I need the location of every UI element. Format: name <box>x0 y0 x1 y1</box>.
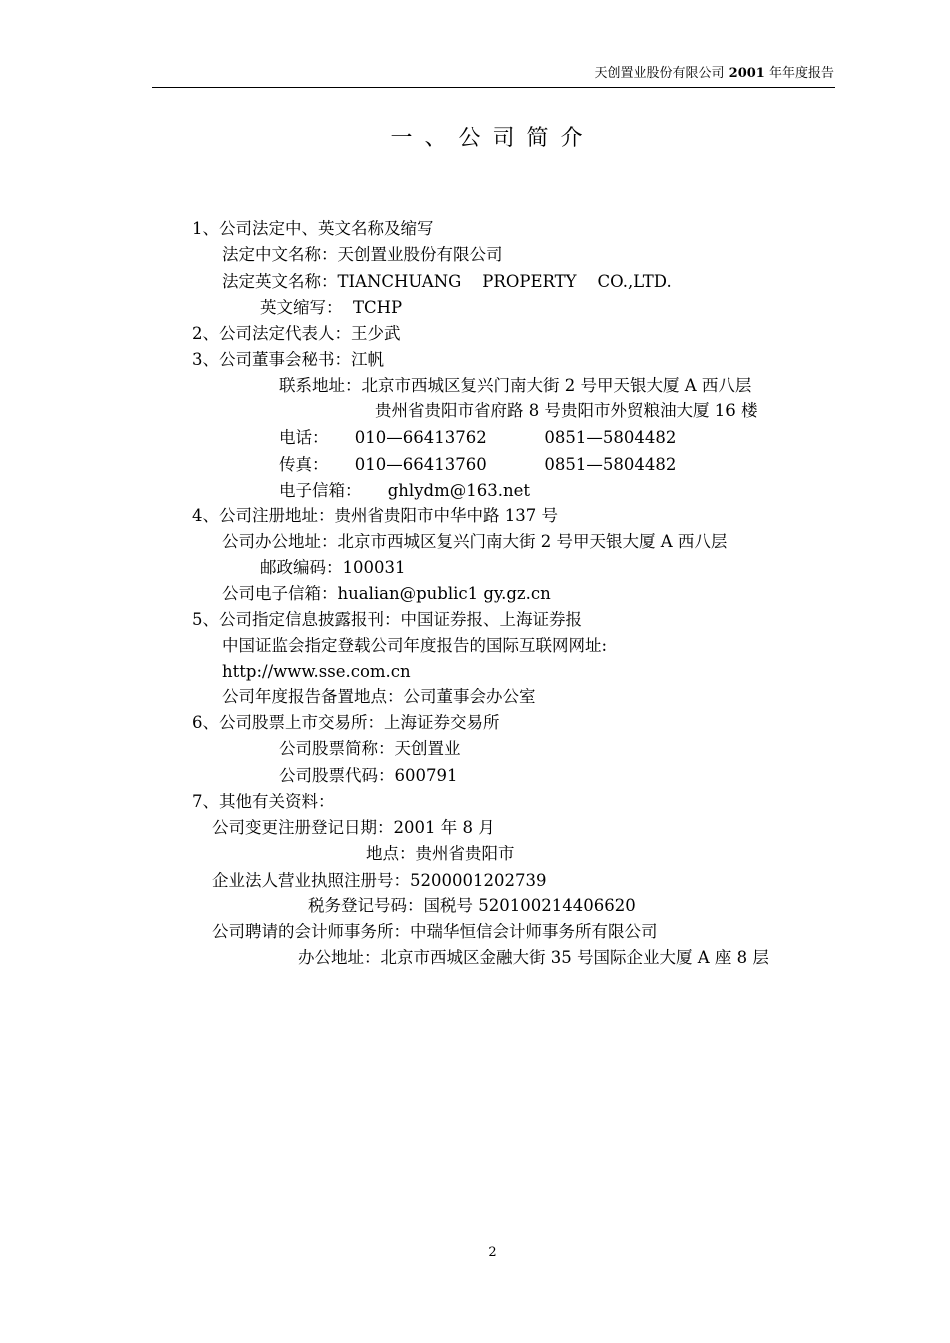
item-1-heading: 1、公司法定中、英文名称及缩写 <box>192 219 434 238</box>
item-5-disclosure-papers: 5、公司指定信息披露报刊：中国证券报、上海证券报 <box>192 610 582 629</box>
fax-line: 传真： 010—66413760 0851—5804482 <box>279 455 677 474</box>
registration-change-date-line: 公司变更注册登记日期：2001 年 8 月 <box>212 818 495 837</box>
item-3-board-secretary: 3、公司董事会秘书：江帆 <box>192 350 384 369</box>
header-company: 天创置业股份有限公司 <box>594 66 729 81</box>
tax-registration-line: 税务登记号码：国税号 520100214406620 <box>308 896 636 915</box>
item-6-stock-exchange: 6、公司股票上市交易所：上海证券交易所 <box>192 713 500 732</box>
contact-address-line: 联系地址：北京市西城区复兴门南大街 2 号甲天银大厦 A 西八层 <box>279 376 752 395</box>
csrc-website-label: 中国证监会指定登载公司年度报告的国际互联网网址: <box>222 636 608 655</box>
chinese-name-line: 法定中文名称：天创置业股份有限公司 <box>222 245 503 264</box>
office-address-line: 公司办公地址：北京市西城区复兴门南大街 2 号甲天银大厦 A 西八层 <box>222 532 728 551</box>
page-number: 2 <box>488 1245 497 1260</box>
section-title: 一、公司简介 <box>390 126 595 151</box>
item-2-legal-rep: 2、公司法定代表人：王少武 <box>192 324 401 343</box>
item-7-other-info: 7、其他有关资料： <box>192 792 335 811</box>
phone-line: 电话： 010—66413762 0851—5804482 <box>279 428 677 447</box>
running-header <box>152 64 834 84</box>
contact-address-line-2: 贵州省贵阳市省府路 8 号贵阳市外贸粮油大厦 16 楼 <box>375 401 758 420</box>
header-suffix: 年年度报告 <box>764 66 834 81</box>
postal-code-line: 邮政编码：100031 <box>260 558 406 577</box>
item-4-registered-address: 4、公司注册地址：贵州省贵阳市中华中路 137 号 <box>192 506 558 525</box>
accounting-firm-line: 公司聘请的会计师事务所：中瑞华恒信会计师事务所有限公司 <box>212 922 658 941</box>
header-rule <box>152 87 835 88</box>
stock-code-line: 公司股票代码：600791 <box>279 766 458 785</box>
accounting-firm-address-line: 办公地址：北京市西城区金融大街 35 号国际企业大厦 A 座 8 层 <box>298 948 769 967</box>
website-url: http://www.sse.com.cn <box>222 662 411 681</box>
registration-place-line: 地点：贵州省贵阳市 <box>366 844 515 863</box>
english-name-line: 法定英文名称：TIANCHUANG PROPERTY CO.,LTD. <box>222 272 672 291</box>
secretary-email-line: 电子信箱： ghlydm@163.net <box>279 481 530 500</box>
business-license-line: 企业法人营业执照注册号：5200001202739 <box>212 871 547 890</box>
stock-name-line: 公司股票简称：天创置业 <box>279 739 461 758</box>
report-location-line: 公司年度报告备置地点：公司董事会办公室 <box>222 687 536 706</box>
company-email-line: 公司电子信箱：hualian@public1 gy.gz.cn <box>222 584 551 603</box>
english-abbr-line: 英文缩写： TCHP <box>260 298 403 317</box>
header-year: 2001 <box>728 66 765 81</box>
